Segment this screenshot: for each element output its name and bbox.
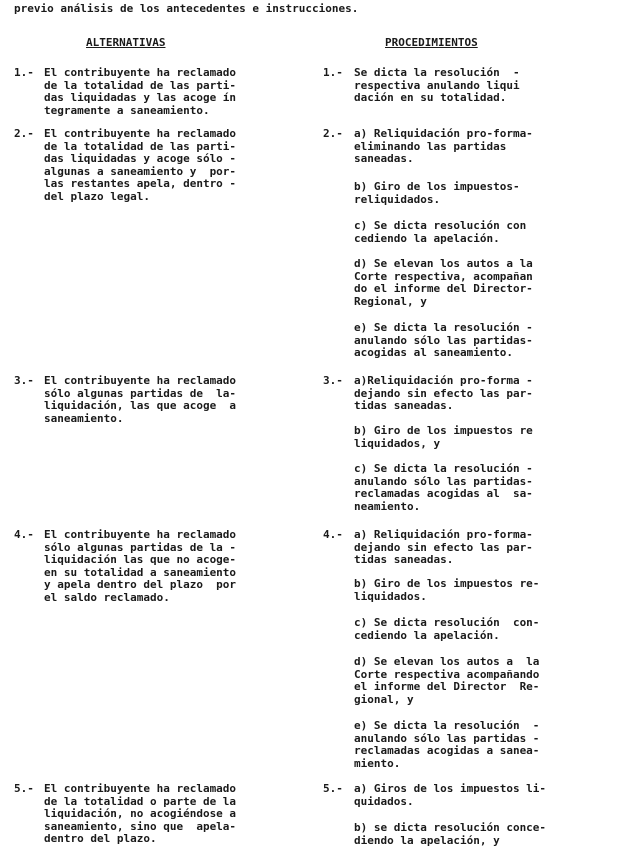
proc-text-2b: b) Giro de los impuestos- reliquidados. [354, 180, 520, 206]
proc-text-4d: d) Se elevan los autos a la Corte respectiva acompañando el informe del Director Re- gional, y [354, 655, 540, 706]
proc-text-3c: c) Se dicta la resolución - anulando sólo las partidas- reclamadas acogidas al sa- neamiento. [354, 462, 533, 513]
proc-text-2d: d) Se elevan los autos a la Corte respectiva, acompañan do el informe del Director- Regional, y [354, 257, 533, 308]
proc-number-3: 3.- [323, 374, 343, 387]
proc-text-5b: b) se dicta resolución conce- diendo la apelación, y [354, 821, 547, 847]
alt-number-4: 4.- [14, 528, 34, 541]
alt-text-5: El contribuyente ha reclamado de la totalidad o parte de la liquidación, no acogiéndose a saneamiento, sino que apela- dentro del plazo. [44, 782, 237, 846]
proc-text-2e: e) Se dicta la resolución - anulando sólo las partidas- acogidas al saneamiento. [354, 321, 533, 360]
proc-text-4e: e) Se dicta la resolución - anulando sólo las partidas - reclamadas acogidas a sanea- miento. [354, 719, 540, 770]
intro-line: previo análisis de los antecedentes e instrucciones. [14, 2, 359, 15]
alt-text-3: El contribuyente ha reclamado sólo algunas partidas de la- liquidación, las que acoge a saneamiento. [44, 374, 237, 425]
header-alternativas: ALTERNATIVAS [86, 36, 166, 49]
alt-number-1: 1.- [14, 66, 34, 79]
proc-text-4b: b) Giro de los impuestos re- liquidados. [354, 577, 540, 603]
alt-number-2: 2.- [14, 127, 34, 140]
alt-number-3: 3.- [14, 374, 34, 387]
proc-text-4c: c) Se dicta resolución con- cediendo la apelación. [354, 616, 540, 642]
alt-number-5: 5.- [14, 782, 34, 795]
proc-text-3b: b) Giro de los impuestos re liquidados, y [354, 424, 533, 450]
proc-text-3a: a)Reliquidación pro-forma - dejando sin efecto las par- tidas saneadas. [354, 374, 533, 413]
header-procedimientos: PROCEDIMIENTOS [385, 36, 478, 49]
proc-text-2c: c) Se dicta resolución con cediendo la apelación. [354, 219, 527, 245]
proc-number-2: 2.- [323, 127, 343, 140]
alt-text-1: El contribuyente ha reclamado de la totalidad de las parti- das liquidadas y las acoge ín tegramente a saneamiento. [44, 66, 237, 117]
proc-number-4: 4.- [323, 528, 343, 541]
alt-text-2: El contribuyente ha reclamado de la totalidad de las parti- das liquidadas y acoge sólo - algunas a saneamiento y por- las restantes apela, dentro - del plazo legal. [44, 127, 237, 203]
proc-text-2a: a) Reliquidación pro-forma- eliminando las partidas saneadas. [354, 127, 533, 166]
alt-text-4: El contribuyente ha reclamado sólo algunas partidas de la - liquidación las que no acoge- en su totalidad a saneamiento y apela dentro del plazo por el saldo reclamado. [44, 528, 237, 604]
proc-text-5a: a) Giros de los impuestos li- quidados. [354, 782, 547, 808]
proc-text-1: Se dicta la resolución - respectiva anulando liqui dación en su totalidad. [354, 66, 520, 105]
proc-number-1: 1.- [323, 66, 343, 79]
proc-text-4a: a) Reliquidación pro-forma- dejando sin efecto las par- tidas saneadas. [354, 528, 533, 567]
proc-number-5: 5.- [323, 782, 343, 795]
